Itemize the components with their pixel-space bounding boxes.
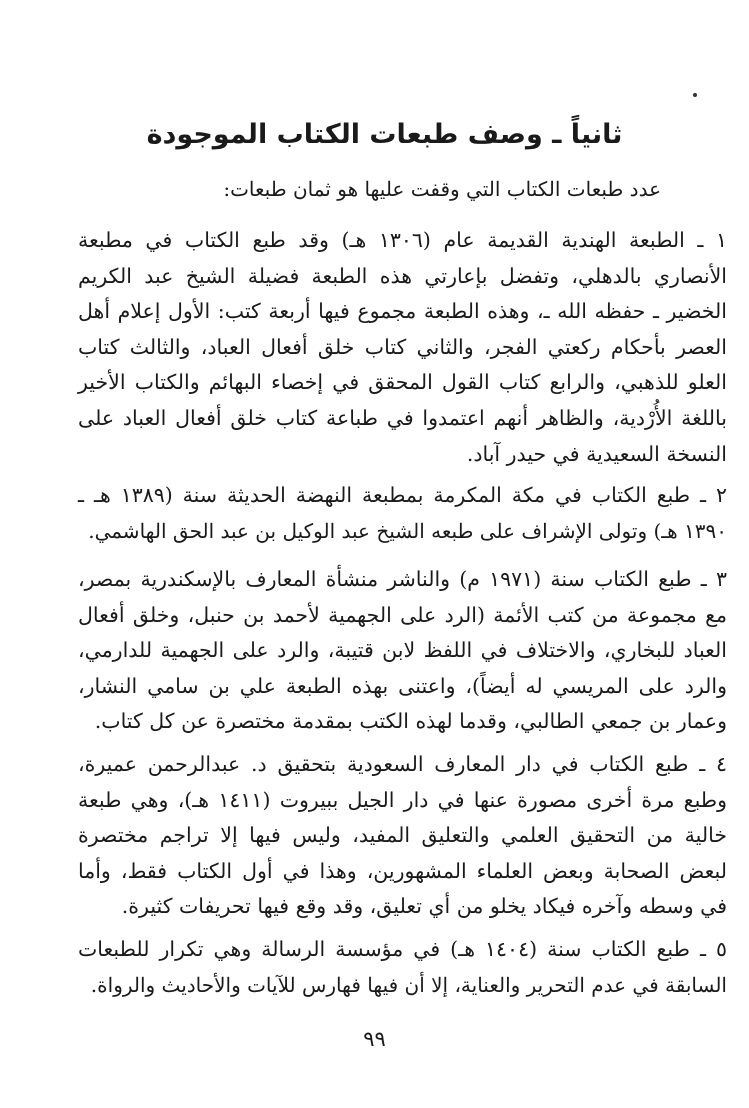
paragraph-line: ٥ ـ طبع الكتاب سنة (١٤٠٤ هـ) في مؤسسة الرسالة وهي تكرار للطبعات — [78, 937, 727, 961]
paragraph-line: ٢ ـ طبع الكتاب في مكة المكرمة بمطبعة النهضة الحديثة سنة (١٣٨٩ هـ ـ — [78, 483, 728, 507]
paragraph-line: ١٣٩٠ هـ) وتولى الإشراف على طبعه الشيخ عبد الوكيل بن عبد الحق الهاشمي. — [88, 518, 727, 543]
paragraph-line: وعمار بن جمعي الطالبي، وقدما لهذه الكتب بمقدمة مختصرة عن كل كتاب. — [94, 709, 727, 734]
edition-paragraph-3 — [78, 562, 727, 740]
paragraph-line: لبعض الصحابة وبعض العلماء المشهورين، وهذا في أول الكتاب فقط، وأما — [78, 858, 727, 883]
paragraph-line: خالية من التحقيق العلمي والتعليق المفيد، وليس فيها إلا تراجم مختصرة — [78, 823, 727, 848]
paragraph-line: باللغة الأُرْدية، والظاهر أنهم اعتمدوا في طباعة كتاب خلق أفعال العباد على — [78, 405, 727, 430]
paragraph-line: وطبع مرة أخرى مصورة عنها في دار الجيل ببيروت (١٤١١ هـ)، وهي طبعة — [78, 787, 727, 812]
paragraph-line: النسخة السعيدية في حيدر آباد. — [466, 441, 727, 466]
edition-paragraph-4 — [78, 747, 727, 925]
paragraph-line: ١ ـ الطبعة الهندية القديمة عام (١٣٠٦ هـ) وقد طبع الكتاب في مطبعة — [78, 228, 727, 252]
paragraph-line: ٤ ـ طبع الكتاب في دار المعارف السعودية بتحقيق د. عبدالرحمن عميرة، — [78, 752, 727, 776]
paragraph-line: العصر بأحكام ركعتي الفجر، والثاني كتاب خلق أفعال العباد، والثالث كتاب — [78, 334, 727, 359]
paragraph-line: ٣ ـ طبع الكتاب سنة (١٩٧١ م) والناشر منشأة المعارف بالإسكندرية بمصر، — [78, 567, 727, 591]
page-number: ٩٩ — [363, 1027, 386, 1051]
paragraph-line: العباد للبخاري، والاختلاف في اللفظ لابن قتيبة، والرد على الجهمية للدارمي، — [78, 638, 727, 663]
paragraph-line: مع مجموعة من كتب الأئمة (الرد على الجهمية لأحمد بن حنبل، وخلق أفعال — [78, 602, 727, 627]
paragraph-line: في وسطه وآخره فيكاد يخلو من أي تعليق، وقد وقع فيها تحريفات كثيرة. — [121, 894, 727, 919]
edition-paragraph-5 — [78, 932, 727, 1003]
corner-mark — [693, 93, 697, 97]
paragraph-line: والرد على المريسي له أيضاً)، واعتنى بهذه الطبعة علي بن سامي النشار، — [78, 673, 727, 698]
paragraph-line: السابقة في عدم التحرير والعناية، إلا أن فيها فهارس للآيات والأحاديث والرواة. — [90, 972, 727, 997]
paragraph-line: الخضير ـ حفظه الله ـ، وهذه الطبعة مجموع فيها أربعة كتب: الأول إعلام أهل — [78, 299, 727, 324]
edition-paragraph-1 — [78, 223, 727, 472]
edition-paragraph-2 — [78, 478, 727, 549]
intro-sentence: عدد طبعات الكتاب التي وقفت عليها هو ثمان طبعات: — [223, 177, 661, 201]
paragraph-line: الأنصاري بالدهلي، وتفضل بإعارتي هذه الطبعة فضيلة الشيخ عبد الكريم — [78, 263, 727, 288]
section-heading: ثانياً ـ وصف طبعات الكتاب الموجودة — [146, 119, 623, 150]
paragraph-line: العلو للذهبي، والرابع كتاب القول المحقق في إخصاء البهائم والكتاب الأخير — [78, 370, 727, 395]
